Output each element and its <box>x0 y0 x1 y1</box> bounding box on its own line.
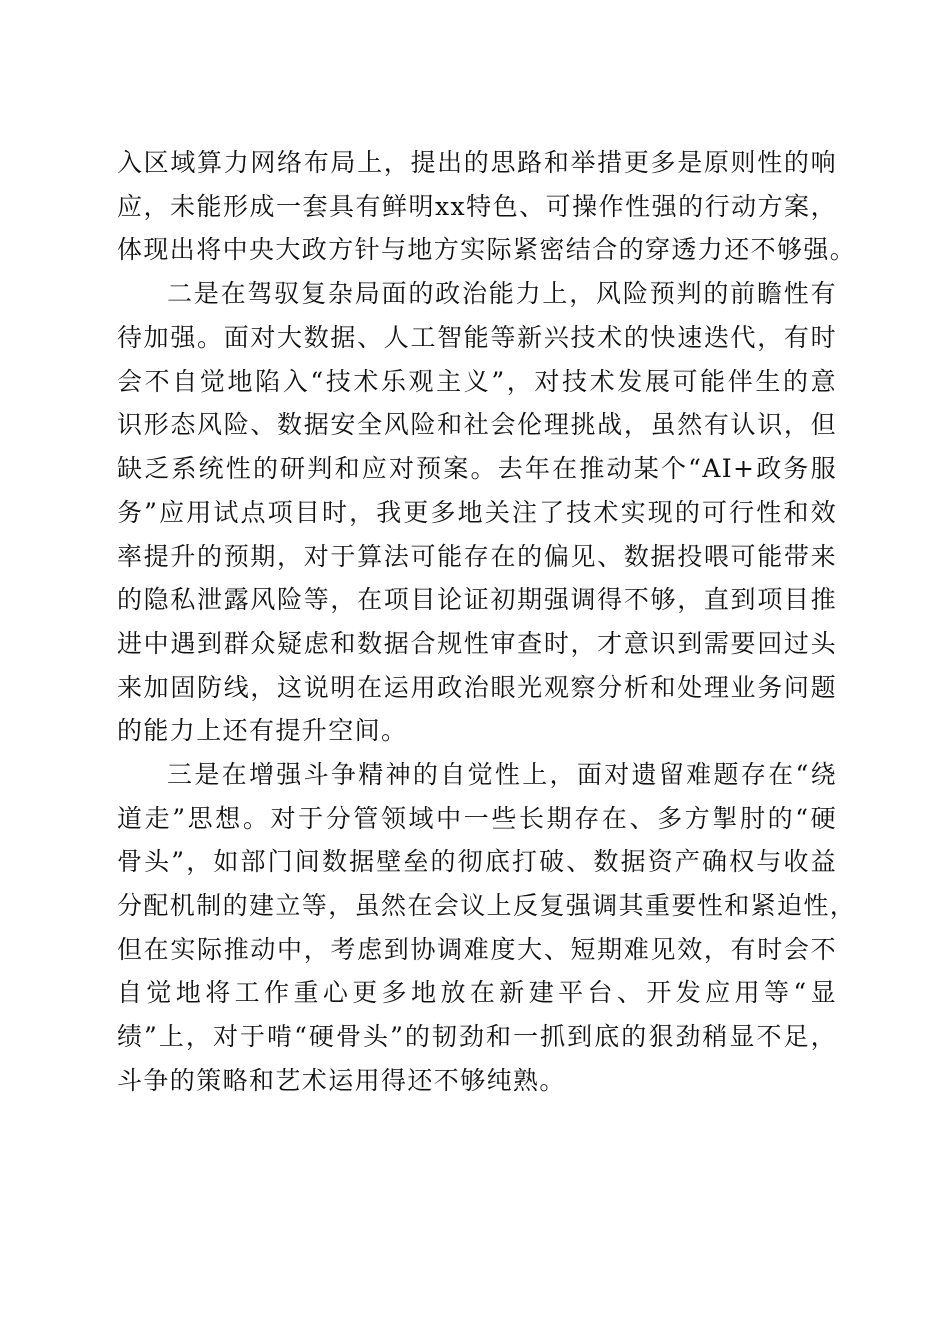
p2-line-9: 进中遇到群众疑虑和数据合规性审查时，才意识到需要回过头 <box>117 629 837 658</box>
p3-line-6: 自觉地将工作重心更多地放在新建平台、开发应用等“显 <box>117 978 837 1007</box>
p2-line-2: 待加强。面对大数据、人工智能等新兴技术的快速迭代，有时 <box>117 323 837 352</box>
p2-line-7: 率提升的预期，对于算法可能存在的偏见、数据投喂可能带来 <box>117 542 837 571</box>
p1-line-1: 入区域算力网络布局上，提出的思路和举措更多是原则性的响 <box>117 148 837 177</box>
p3-line-3: 骨头”，如部门间数据壁垒的彻底打破、数据资产确权与收益 <box>117 847 837 876</box>
p2-line-5: 缺乏系统性的研判和应对预案。去年在推动某个“AI+政务服 <box>117 454 837 483</box>
p3-line-5: 但在实际推动中，考虑到协调难度大、短期难见效，有时会不 <box>117 935 837 964</box>
p2-line-4: 识形态风险、数据安全风险和社会伦理挑战，虽然有认识，但 <box>117 410 837 439</box>
p3-line-7: 绩”上，对于啃“硬骨头”的韧劲和一抓到底的狠劲稍显不足， <box>117 1022 837 1051</box>
p2-line-3: 会不自觉地陷入“技术乐观主义”，对技术发展可能伴生的意 <box>117 367 837 396</box>
p2-line-11: 的能力上还有提升空间。 <box>117 716 408 745</box>
p3-line-4: 分配机制的建立等，虽然在会议上反复强调其重要性和紧迫性， <box>117 891 857 920</box>
p3-line-2: 道走”思想。对于分管领域中一些长期存在、多方掣肘的“硬 <box>117 804 837 833</box>
p2-line-1: 二是在驾驭复杂局面的政治能力上，风险预判的前瞻性有 <box>167 279 837 308</box>
p2-line-6: 务”应用试点项目时，我更多地关注了技术实现的可行性和效 <box>117 498 837 527</box>
p2-line-8: 的隐私泄露风险等，在项目论证初期强调得不够，直到项目推 <box>117 585 837 614</box>
p3-line-1: 三是在增强斗争精神的自觉性上，面对遗留难题存在“绕 <box>167 760 837 789</box>
p3-line-8: 斗争的策略和艺术运用得还不够纯熟。 <box>117 1066 566 1095</box>
p2-line-10: 来加固防线，这说明在运用政治眼光观察分析和处理业务问题 <box>117 673 837 702</box>
p1-line-2: 应，未能形成一套具有鲜明xx特色、可操作性强的行动方案， <box>117 192 837 221</box>
p1-line-3: 体现出将中央大政方针与地方实际紧密结合的穿透力还不够强。 <box>117 235 857 264</box>
